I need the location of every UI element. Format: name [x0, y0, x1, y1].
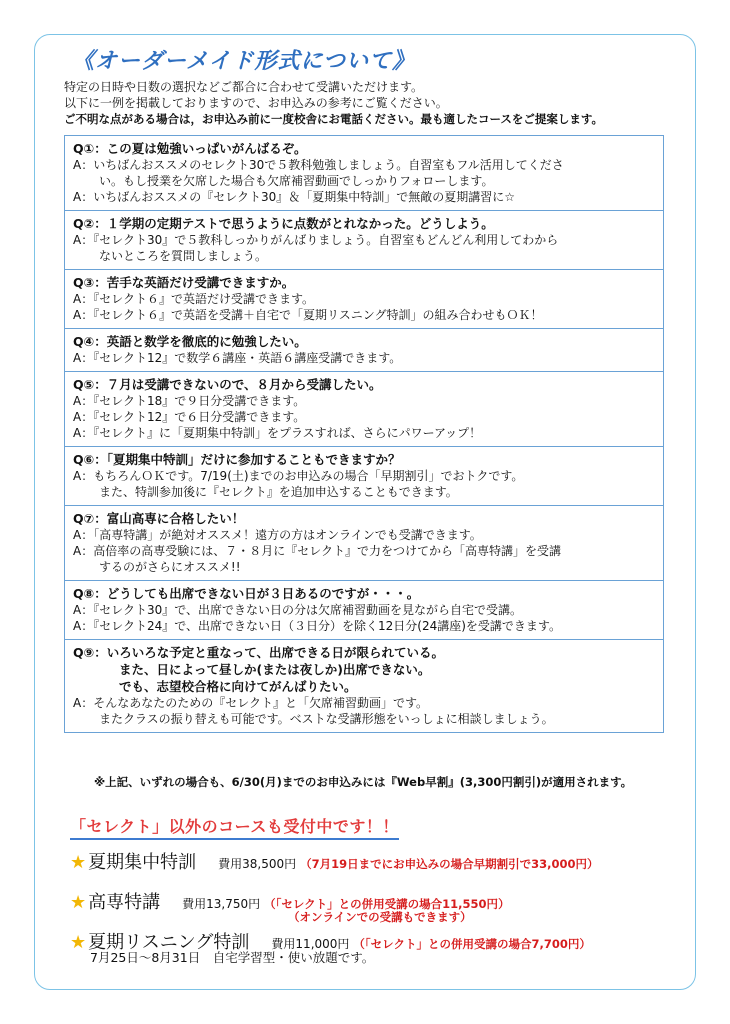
answer: A：『セレクト30』で、出席できない日の分は欠席補習動画を見ながら自宅で受講。 A：『セレクト24』で、出席できない日（３日分）を除く12日分(24講座)を受講できます。	[73, 603, 561, 633]
qa-item	[64, 639, 664, 733]
answer: A：そんなあなたのための『セレクト』と「欠席補習動画」です。 またクラスの振り替えも可能です。ベストな受講形態をいっしょに相談しましょう。	[73, 696, 554, 726]
question: Q⑨：いろいろな予定と重なって、出席できる日が限られている。 また、日によって昼しか(または夜しか)出席できない。 でも、志望校合格に向けてがんばりたい。	[73, 645, 444, 694]
early-discount-note: ※上記、いずれの場合も、6/30(月)までのお申込みには『Web早割』(3,300円割引)が適用されます。	[94, 775, 633, 789]
qa-item	[64, 135, 664, 210]
intro-line-1: 特定の日時や日数の選択などご都合に合わせて受講いただけます。	[64, 80, 424, 94]
course-discount: （7月19日までにお申込みの場合早期割引で33,000円）	[300, 857, 599, 871]
course-discount: （「セレクト」との併用受講の場合7,700円）	[353, 937, 591, 951]
page-title: 《オーダーメイド形式について》	[72, 49, 416, 74]
answer: A：「高専特講」が絶対オススメ！遠方の方はオンラインでも受講できます。 A：高倍率の高専受験には、７・８月に『セレクト』で力をつけてから「高専特講」を受講 するのがさらにオススメ!!	[73, 528, 561, 574]
question: Q②：１学期の定期テストで思うように点数がとれなかった。どうしよう。	[73, 216, 494, 231]
answer: A：もちろんＯＫです。7/19(土)までのお申込みの場合「早期割引」でおトクです。 また、特訓参加後に『セレクト』を追加申込することもできます。	[73, 469, 524, 499]
question: Q⑥：「夏期集中特訓」だけに参加することもできますか？	[73, 452, 401, 467]
intro	[64, 79, 603, 127]
intro-line-2: 以下に一例を掲載しておりますので、お申込みの参考にご覧ください。	[64, 96, 448, 110]
qa-item	[64, 446, 664, 505]
question: Q⑤：７月は受講できないので、８月から受講したい。	[73, 377, 382, 392]
question: Q⑧：どうしても出席できない日が３日あるのですが・・・。	[73, 586, 420, 601]
course-fee: 費用11,000円	[271, 937, 350, 951]
qa-item	[64, 210, 664, 269]
qa-item	[64, 328, 664, 371]
question: Q③：苦手な英語だけ受講できますか。	[73, 275, 295, 290]
course-name: 高専特講	[88, 892, 161, 913]
star-icon: ★	[70, 852, 87, 873]
course-discount: （「セレクト」との併用受講の場合11,550円）	[264, 897, 510, 911]
other-courses-heading: 「セレクト」以外のコースも受付中です！！	[70, 814, 399, 840]
answer: A：『セレクト６』で英語だけ受講できます。 A：『セレクト６』で英語を受講＋自宅で「夏期リスニング特訓」の組み合わせもＯＫ！	[73, 292, 543, 322]
course-summer-intensive	[70, 848, 599, 874]
course-fee: 費用13,750円	[182, 897, 261, 911]
answer: A：いちばんおススメのセレクト30で５教科勉強しましょう。自習室もフル活用してくださ い。もし授業を欠席した場合も欠席補習動画でしっかりフォローします。 A：いちばんおススメの『セレクト30』＆「夏期集中特訓」で無敵の夏期講習に☆	[73, 158, 564, 204]
question: Q⑦：富山高専に合格したい！	[73, 511, 245, 526]
course-name: 夏期リスニング特訓	[88, 932, 250, 953]
star-icon: ★	[70, 932, 87, 953]
course-name: 夏期集中特訓	[88, 852, 197, 873]
answer: A：『セレクト30』で５教科しっかりがんばりましょう。自習室もどんどん利用してわから ないところを質問しましょう。	[73, 233, 559, 263]
listening-detail: 7月25日～8月31日 自宅学習型・使い放題です。	[90, 950, 375, 965]
course-fee: 費用38,500円	[218, 857, 297, 871]
star-icon: ★	[70, 892, 87, 913]
question: Q④：英語と数学を徹底的に勉強したい。	[73, 334, 307, 349]
qa-item	[64, 505, 664, 580]
online-note: （オンラインでの受講もできます）	[288, 910, 472, 924]
intro-line-3: ご不明な点がある場合は，お申込み前に一度校舎にお電話ください。最も適したコースをご提案します。	[64, 112, 603, 126]
qa-list	[64, 135, 664, 733]
qa-item	[64, 269, 664, 328]
qa-item	[64, 371, 664, 446]
qa-item	[64, 580, 664, 639]
answer: A：『セレクト12』で数学６講座・英語６講座受講できます。	[73, 351, 402, 365]
answer: A：『セレクト18』で９日分受講できます。 A：『セレクト12』で６日分受講できます。 A：『セレクト』に「夏期集中特訓」をプラスすれば、さらにパワーアップ！	[73, 394, 482, 440]
question: Q①：この夏は勉強いっぱいがんばるぞ。	[73, 141, 307, 156]
